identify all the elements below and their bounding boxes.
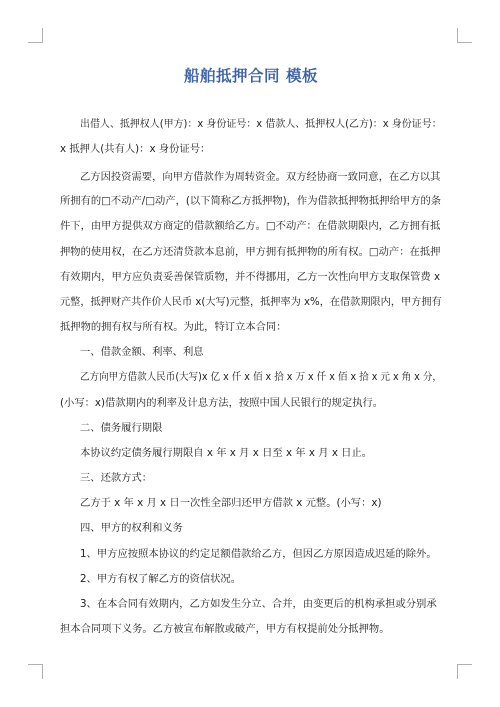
text-line: 有效期内，甲方应负责妥善保管质物，并不得挪用，乙方一次性向甲方支取保管费 x (60, 271, 441, 283)
text-line: 件下，由甲方提供双方商定的借款额给乙方。□不动产：在借款期限内，乙方拥有抵 (60, 220, 441, 232)
section-heading: 一、借款金额、利率、利息 (80, 346, 204, 358)
text-line: 1、甲方应按照本协议的约定足额借款给乙方，但因乙方原因造成迟延的除外。 (80, 548, 437, 560)
page-corner-mark-top-left (28, 28, 43, 43)
section-heading: 二、债务履行期限 (80, 422, 163, 434)
document-title: 船舶抵押合同 模板 (184, 67, 318, 85)
section-heading: 四、甲方的权利和义务 (80, 522, 183, 534)
text-line: 乙方向甲方借款人民币(大写)x 亿 x 仟 x 佰 x 拾 x 万 x 仟 x 佰 x 拾 x 元 x 角 x 分， (80, 371, 442, 383)
page-corner-mark-bottom-left (28, 664, 43, 679)
text-line: 抵押物的拥有权与所有权。为此，特订立本合同： (60, 321, 287, 333)
text-line: 2、甲方有权了解乙方的资信状况。 (80, 573, 242, 585)
text-line: (小写：x)借款期内的利率及计息方法，按照中国人民银行的规定执行。 (60, 397, 384, 409)
text-line: 押物的使用权，在乙方还清贷款本息前，甲方拥有抵押物的所有权。□动产：在抵押 (60, 246, 441, 258)
text-line: 出借人、抵押权人(甲方)：x 身份证号：x 借款人、抵押权人(乙方)：x 身份证号： (80, 118, 442, 130)
text-line: 担本合同项下义务。乙方被宣布解散或破产，甲方有权提前处分抵押物。 (60, 623, 390, 635)
text-line: x 抵押人(共有人)：x 身份证号： (60, 143, 211, 155)
text-line: 乙方于 x 年 x 月 x 日一次性全部归还甲方借款 x 元整。(小写：x) (80, 497, 382, 509)
text-line: 3、在本合同有效期内，乙方如发生分立、合并，由变更后的机构承担或分别承 (80, 598, 437, 610)
page-corner-mark-top-right (457, 28, 472, 43)
text-line: 本协议约定债务履行期限自 x 年 x 月 x 日至 x 年 x 月 x 日止。 (80, 447, 373, 459)
page-corner-mark-bottom-right (457, 664, 472, 679)
text-line: 乙方因投资需要，向甲方借款作为周转资金。双方经协商一致同意，在乙方以其 (80, 171, 441, 183)
text-line: 元整，抵押财产共作价人民币 x(大写)元整，抵押率为 x%，在借款期限内，甲方拥有 (60, 296, 442, 308)
section-heading: 三、还款方式： (80, 472, 153, 484)
text-line: 所拥有的□不动产/□动产，(以下简称乙方抵押物)，作为借款抵押物抵押给甲方的条 (60, 195, 442, 207)
